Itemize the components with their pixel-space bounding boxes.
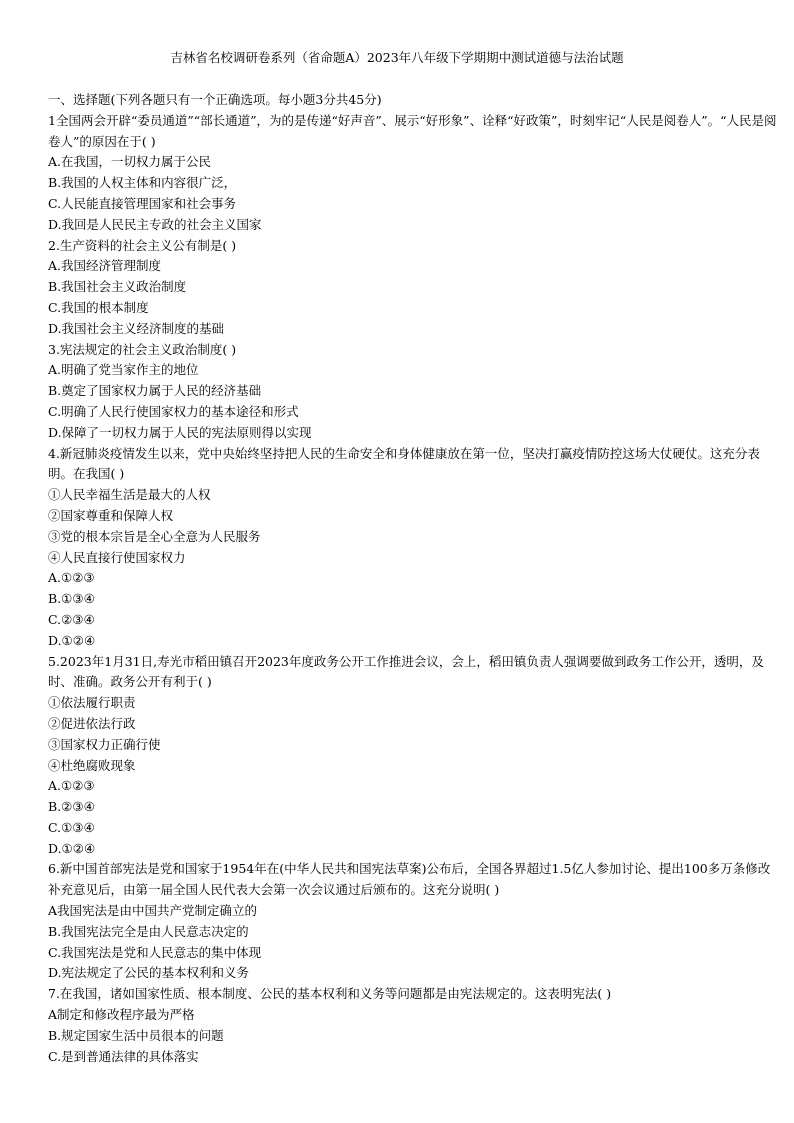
question-3-option-a: A.明确了党当家作主的地位 — [48, 362, 199, 378]
document-title: 吉林省名校调研卷系列（省命题A）2023年八年级下学期期中测试道德与法治试题 — [170, 50, 624, 65]
question-5-option-c: C.①③④ — [48, 819, 95, 835]
question-3-option-d: D.保障了一切权力属于人民的宪法原则得以实现 — [48, 424, 312, 440]
question-4-statement-2: ②国家尊重和保障人权 — [48, 507, 174, 523]
section-heading: 一、选择题(下列各题只有一个正确选项。每小题3分共45分) — [48, 92, 382, 107]
question-4-option-c: C.②③④ — [48, 611, 95, 627]
question-4-option-a: A.①②③ — [48, 570, 95, 586]
question-4-statement-4: ④人民直接行使国家权力 — [48, 549, 186, 565]
question-5-option-a: A.①②③ — [48, 778, 95, 794]
question-6-option-d: D.宪法规定了公民的基本权利和义务 — [48, 965, 250, 981]
question-2-stem: 2.生产资料的社会主义公有制是( ) — [48, 237, 237, 253]
question-4-stem: 4.新冠肺炎疫情发生以来，党中央始终坚持把人民的生命安全和身体健康放在第一位，坚决打赢疫情防控这场大仗硬仗。这充分表明。在我国( ) — [48, 445, 760, 482]
question-6-option-b: B.我国宪法完全是由人民意志决定的 — [48, 923, 249, 939]
question-3-stem: 3.宪法规定的社会主义政治制度( ) — [48, 341, 237, 357]
question-1-stem: 1全国两会开辟“委员通道”“部长通道”，为的是传递“好声音”、展示“好形象”、诠释“好政策”，时刻牢记“人民是阅卷人”。“人民是阅卷人”的原因在于( ) — [48, 112, 777, 149]
question-7-option-a: A制定和修改程序最为严格 — [48, 1007, 195, 1023]
question-5-option-d: D.①②④ — [48, 840, 96, 856]
question-4-option-d: D.①②④ — [48, 632, 96, 648]
question-1-option-a: A.在我国，一切权力属于公民 — [48, 154, 212, 170]
question-6-stem: 6.新中国首部宪法是党和国家于1954年在(中华人民共和国宪法草案)公布后，全国各界超过1.5亿人参加讨论、提出100多万条修改补充意见后，由第一届全国人民代表大会第一次会议通过后颁布的。这充分说明( ) — [48, 861, 771, 898]
question-area — [48, 90, 778, 1067]
question-5-statement-3: ③国家权力正确行使 — [48, 736, 161, 752]
question-6-option-c: C.我国宪法是党和人民意志的集中体现 — [48, 944, 262, 960]
question-5-option-b: B.②③④ — [48, 799, 95, 815]
question-4-statement-1: ①人民幸福生活是最大的人权 — [48, 487, 211, 503]
question-5-statement-4: ④杜绝腐败现象 — [48, 757, 136, 773]
question-2-option-c: C.我国的根本制度 — [48, 299, 149, 315]
question-1-option-b: B.我国的人权主体和内容很广泛， — [48, 175, 237, 191]
question-5-statement-2: ②促进依法行政 — [48, 715, 136, 731]
question-7-stem: 7.在我国，诸如国家性质、根本制度、公民的基本权利和义务等问题都是由宪法规定的。这表明宪法( ) — [48, 986, 612, 1002]
question-7-option-c: C.是到普通法律的具体落实 — [48, 1048, 199, 1064]
question-2-option-b: B.我国社会主义政治制度 — [48, 279, 187, 295]
question-5-statement-1: ①依法履行职责 — [48, 695, 136, 711]
question-3-option-b: B.奠定了国家权力属于人民的经济基础 — [48, 383, 262, 399]
question-3-option-c: C.明确了人民行使国家权力的基本途径和形式 — [48, 403, 299, 419]
question-2-option-a: A.我国经济管理制度 — [48, 258, 162, 274]
question-7-option-b: B.规定国家生活中员很本的问题 — [48, 1027, 224, 1043]
question-6-option-a: A我国宪法是由中国共产党制定确立的 — [48, 903, 258, 919]
question-4-statement-3: ③党的根本宗旨是全心全意为人民服务 — [48, 528, 261, 544]
question-5-stem: 5.2023年1月31日,寿光市稻田镇召开2023年度政务公开工作推进会议，会上，稻田镇负责人强调要做到政务工作公开，透明，及时、准确。政务公开有利于( ) — [48, 653, 764, 690]
question-1-option-c: C.人民能直接管理国家和社会事务 — [48, 195, 237, 211]
question-4-option-b: B.①③④ — [48, 591, 95, 607]
question-1-option-d: D.我回是人民民主专政的社会主义国家 — [48, 216, 262, 232]
question-2-option-d: D.我国社会主义经济制度的基础 — [48, 320, 225, 336]
